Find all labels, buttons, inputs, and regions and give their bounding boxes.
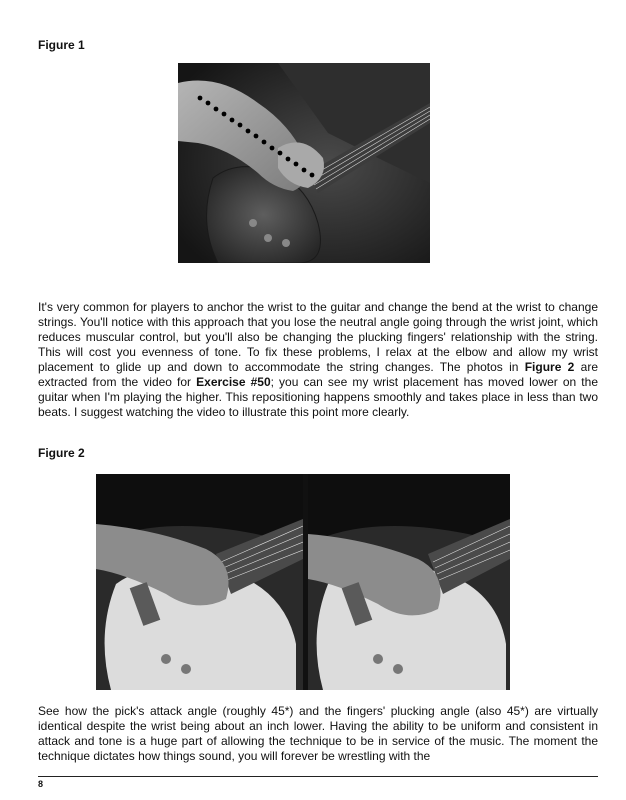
- exercise-reference: Exercise #50: [196, 375, 271, 389]
- figure-2-photo: [96, 474, 510, 690]
- body-paragraph-2: See how the pick's attack angle (roughly 45*) and the fingers' plucking angle (also 45*) are virtually identical despite the wrist being about an inch lower. Having the ability to be uniform and consistent in attack and tone is a huge part of allowing the technique to be in service of the music. The moment the technique dictates how things sound, you will forever be wrestling with the: [38, 704, 598, 763]
- guitar-photo-2b: [308, 474, 510, 690]
- guitar-photo-1: [178, 63, 430, 263]
- guitar-photo-2a: [96, 474, 303, 690]
- footer-divider: [38, 776, 598, 777]
- page-number: 8: [38, 779, 44, 789]
- figure-2-caption: Figure 2: [38, 446, 85, 460]
- figure-2-reference: Figure 2: [524, 360, 575, 374]
- figure-1-photo: [178, 63, 430, 263]
- body-paragraph-1: It's very common for players to anchor the wrist to the guitar and change the bend at the wrist to change strings. You'll notice with this approach that you lose the neutral angle going through the wrist joint, which reduces muscular control, but you'll also be changing the plucking fingers' relationship with the string. This will cost you evenness of tone. To fix these problems, I relax at the elbow and allow my wrist placement to glide up and down to accommodate the string changes. The photos in Figure 2 are extracted from the video for Exercise #50; you can see my wrist placement has moved lower on the guitar when I'm playing the higher. This repositioning happens smoothly and takes place in less than two beats. I suggest watching the video to illustrate this point more clearly.: [38, 300, 598, 419]
- figure-1-caption: Figure 1: [38, 38, 85, 52]
